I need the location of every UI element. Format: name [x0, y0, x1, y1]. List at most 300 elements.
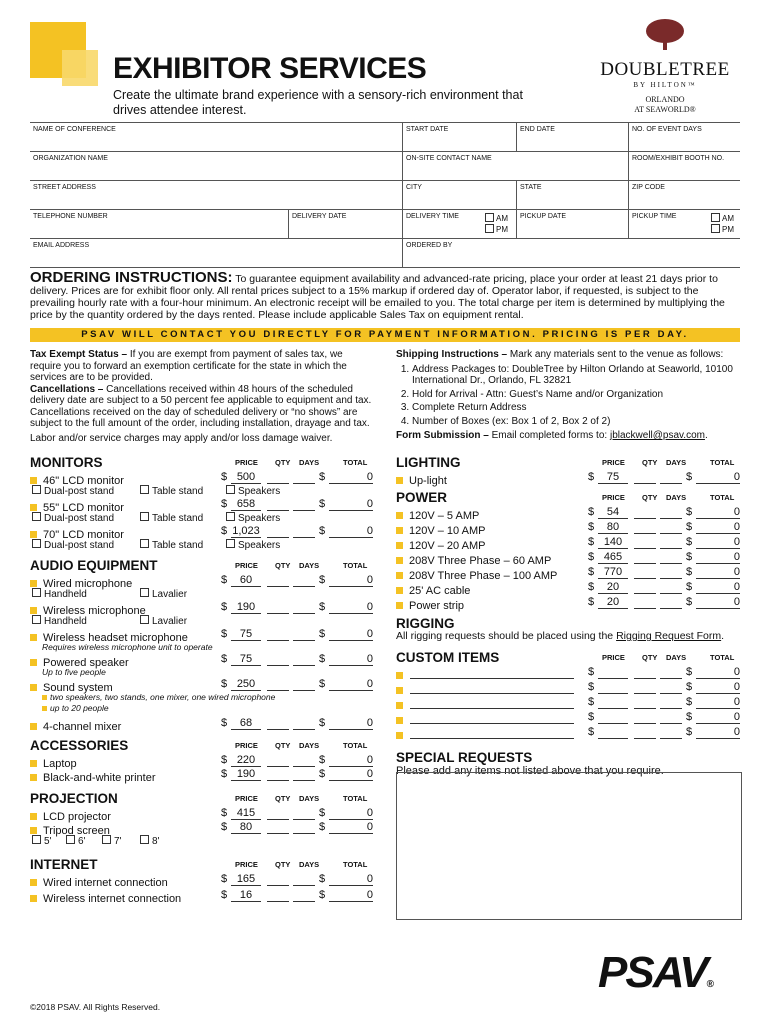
total-value[interactable]: 0	[329, 525, 373, 538]
pickup-am-checkbox[interactable]	[711, 213, 720, 222]
bullet-icon	[396, 557, 403, 564]
total-value[interactable]: 0	[329, 768, 373, 781]
section-header	[30, 856, 375, 873]
bullet-icon	[30, 477, 37, 484]
option-checkbox[interactable]: Table stand	[140, 512, 203, 524]
total-value[interactable]: 0	[696, 551, 740, 564]
payment-banner: PSAV WILL CONTACT YOU DIRECTLY FOR PAYMENT INFORMATION. PRICING IS PER DAY.	[30, 328, 740, 342]
checkbox-icon[interactable]	[226, 485, 235, 494]
total-value[interactable]: 0	[696, 536, 740, 549]
custom-item-row: $ $ 0	[396, 726, 742, 741]
days-input[interactable]	[660, 551, 682, 564]
custom-item-input[interactable]	[410, 711, 574, 724]
item-label: 120V – 20 AMP	[396, 540, 485, 552]
total-value[interactable]: 0	[696, 471, 740, 484]
order-item: Laptop $ 220 $ 0	[30, 754, 375, 768]
option-checkbox[interactable]: Lavalier	[140, 588, 187, 600]
checkbox-icon[interactable]	[102, 835, 111, 844]
price-value	[598, 681, 628, 694]
delivery-date-field[interactable]: DELIVERY DATE	[288, 210, 402, 238]
quantity-input[interactable]	[267, 678, 289, 691]
right-order-sections	[396, 454, 742, 777]
submission-email-link[interactable]: jblackwell@psav.com	[609, 430, 705, 441]
item-label: 55" LCD monitor	[30, 502, 124, 514]
quantity-input[interactable]	[267, 628, 289, 641]
total-value[interactable]: 0	[329, 889, 373, 902]
bullet-icon	[30, 813, 37, 820]
total-value[interactable]: 0	[696, 506, 740, 519]
days-input[interactable]	[660, 566, 682, 579]
price-value	[598, 696, 628, 709]
telephone-field[interactable]: TELEPHONE NUMBER	[33, 213, 108, 220]
order-item: Power strip $ 20 $ 0	[396, 596, 742, 611]
total-value[interactable]: 0	[696, 596, 740, 609]
order-item: 25' AC cable $ 20 $ 0	[396, 581, 742, 596]
quantity-input[interactable]	[267, 574, 289, 587]
email-address-field[interactable]: EMAIL ADDRESS	[33, 242, 90, 249]
column-headers: PRICE QTY DAYS TOTAL	[602, 653, 735, 662]
order-item: 70" LCD monitor $ 1,023 $ 0	[30, 525, 375, 539]
price-value: 1,023	[232, 525, 260, 537]
option-row	[30, 588, 375, 601]
quantity-input[interactable]	[267, 873, 289, 886]
bullet-icon	[396, 587, 403, 594]
pickup-time-field[interactable]: PICKUP TIME AM PM	[628, 210, 740, 238]
quantity-input[interactable]	[634, 471, 656, 484]
option-checkbox[interactable]: 8'	[140, 835, 159, 847]
order-item: 55" LCD monitor $ 658 $ 0	[30, 498, 375, 512]
total-value[interactable]: 0	[696, 521, 740, 534]
quantity-input[interactable]	[634, 566, 656, 579]
price-value: 75	[598, 471, 628, 484]
section-header	[396, 649, 742, 666]
organization-name-field[interactable]: ORGANIZATION NAME	[33, 155, 108, 162]
shipping-step: 3. Complete Return Address	[412, 402, 742, 414]
custom-item-input[interactable]	[410, 726, 574, 739]
section-header	[30, 557, 375, 574]
rigging-form-link[interactable]: Rigging Request Form	[616, 630, 722, 642]
order-item: Wireless headset microphone $ 75 $ 0	[30, 628, 375, 642]
days-input[interactable]	[293, 768, 315, 781]
item-label: LCD projector	[30, 811, 111, 823]
total-value[interactable]: 0	[696, 726, 740, 739]
bullet-icon	[30, 879, 37, 886]
section-header	[396, 489, 742, 506]
quantity-input[interactable]	[634, 596, 656, 609]
quantity-input[interactable]	[634, 696, 656, 709]
onsite-contact-field[interactable]: ON-SITE CONTACT NAME	[402, 152, 628, 180]
item-label: Tripod screen	[30, 825, 110, 837]
days-input[interactable]	[660, 596, 682, 609]
order-item: Wired microphone $ 60 $ 0	[30, 574, 375, 588]
option-row	[30, 539, 375, 552]
custom-item-row: $ $ 0	[396, 711, 742, 726]
option-checkbox[interactable]: 6'	[66, 835, 85, 847]
custom-item-input[interactable]	[410, 666, 574, 679]
bullet-icon	[30, 634, 37, 641]
order-item: Up-light $ 75 $ 0	[396, 471, 742, 489]
item-label: 120V – 10 AMP	[396, 525, 485, 537]
days-input[interactable]	[293, 754, 315, 767]
shipping-step: 4. Number of Boxes (ex: Box 1 of 2, Box 2 of 2)	[412, 416, 742, 428]
total-value[interactable]: 0	[696, 681, 740, 694]
price-value: 60	[231, 574, 261, 587]
quantity-input[interactable]	[267, 601, 289, 614]
item-label: Wireless microphone	[30, 605, 146, 617]
option-checkbox[interactable]: Lavalier	[140, 615, 187, 627]
days-input[interactable]	[293, 873, 315, 886]
checkbox-icon[interactable]	[140, 835, 149, 844]
price-value: 20	[598, 596, 628, 609]
bullet-icon	[30, 774, 37, 781]
item-label: Up-light	[396, 475, 447, 487]
days-input[interactable]	[660, 521, 682, 534]
option-checkbox[interactable]: Table stand	[140, 539, 203, 551]
street-address-field[interactable]: STREET ADDRESS	[33, 184, 96, 191]
price-value: 140	[598, 536, 628, 549]
option-checkbox[interactable]: Dual-post stand	[32, 512, 114, 524]
section-title: RIGGING	[396, 616, 455, 631]
brand-square-decoration-2	[62, 50, 98, 86]
quantity-input[interactable]	[634, 506, 656, 519]
column-headers: PRICE QTY DAYS TOTAL	[235, 794, 368, 803]
quantity-input[interactable]	[267, 717, 289, 730]
copyright: ©2018 PSAV. All Rights Reserved.	[30, 1002, 161, 1012]
section-header	[30, 454, 375, 471]
bullet-icon	[396, 672, 403, 679]
bullet-icon	[30, 607, 37, 614]
column-headers: PRICE QTY DAYS TOTAL	[235, 458, 368, 467]
policies-column: Tax Exempt Status – If you are exempt from payment of sales tax, we require you to forward an exemption certificate for the state in which the services are to be provided. Cancellations – Cancellations received within 48 hours of the scheduled delivery date are subject to a 50 percent fee applicable to equipment and tax. Cancellations received on the day of scheduled delivery or “no shows” are subject to the full amount of the order, including installation, drayage and tax. Labor and/or service charges may apply and/or loss damage waiver.	[30, 349, 372, 444]
price-value: 500	[231, 471, 261, 484]
section-title: INTERNET	[30, 857, 98, 872]
delivery-time-field[interactable]: DELIVERY TIME AM PM	[402, 210, 516, 238]
item-note: Up to five people	[42, 667, 106, 677]
order-item: 120V – 10 AMP $ 80 $ 0	[396, 521, 742, 536]
custom-item-input[interactable]	[410, 681, 574, 694]
checkbox-icon[interactable]	[226, 539, 235, 548]
item-note: Requires wireless microphone unit to operate	[42, 642, 213, 652]
logo-brand: DOUBLETREE	[600, 59, 730, 80]
special-requests-box[interactable]	[396, 772, 742, 920]
item-label: Wireless headset microphone	[30, 632, 188, 644]
total-value[interactable]: 0	[329, 574, 373, 587]
option-checkbox[interactable]: 5'	[32, 835, 51, 847]
left-order-sections	[30, 454, 375, 905]
days-input[interactable]	[293, 601, 315, 614]
option-checkbox[interactable]: Table stand	[140, 485, 203, 497]
checkbox-icon[interactable]	[226, 512, 235, 521]
item-label: 4-channel mixer	[30, 721, 121, 733]
section-title: SPECIAL REQUESTS	[396, 750, 533, 765]
days-input[interactable]	[293, 717, 315, 730]
price-value: 20	[598, 581, 628, 594]
days-input[interactable]	[293, 807, 315, 820]
item-label: 70" LCD monitor	[30, 529, 124, 541]
quantity-input[interactable]	[634, 521, 656, 534]
option-checkbox[interactable]: Speakers	[226, 512, 280, 524]
quantity-input[interactable]	[634, 726, 656, 739]
end-date-field[interactable]: END DATE	[516, 123, 628, 151]
booth-number-field[interactable]: ROOM/EXHIBIT BOOTH NO.	[628, 152, 740, 180]
days-input[interactable]	[293, 471, 315, 484]
days-input[interactable]	[293, 678, 315, 691]
bullet-icon	[396, 542, 403, 549]
bullet-icon	[396, 687, 403, 694]
bullet-icon	[396, 512, 403, 519]
total-value[interactable]: 0	[329, 653, 373, 666]
checkbox-icon[interactable]	[66, 835, 75, 844]
column-headers: PRICE QTY DAYS TOTAL	[235, 860, 368, 869]
total-value[interactable]: 0	[329, 873, 373, 886]
item-label: Sound system	[30, 682, 113, 694]
pickup-pm-checkbox[interactable]	[711, 224, 720, 233]
days-input[interactable]	[293, 498, 315, 511]
bullet-icon	[396, 732, 403, 739]
option-checkbox[interactable]: Handheld	[32, 588, 87, 600]
checkbox-icon[interactable]	[32, 835, 41, 844]
tree-icon	[642, 18, 688, 52]
price-value: 770	[598, 566, 628, 579]
checkbox-icon[interactable]	[140, 588, 149, 597]
item-note: up to 20 people	[30, 703, 375, 714]
quantity-input[interactable]	[634, 581, 656, 594]
option-checkbox[interactable]: 7'	[102, 835, 121, 847]
checkbox-icon[interactable]	[32, 615, 41, 624]
conference-name-field[interactable]: NAME OF CONFERENCE	[33, 126, 116, 133]
checkbox-icon[interactable]	[140, 485, 149, 494]
quantity-input[interactable]	[634, 536, 656, 549]
order-item: 120V – 20 AMP $ 140 $ 0	[396, 536, 742, 551]
item-label: 46" LCD monitor	[30, 475, 124, 487]
price-value: 75	[231, 628, 261, 641]
total-value[interactable]: 0	[696, 666, 740, 679]
item-label: Wireless internet connection	[30, 893, 181, 905]
days-input[interactable]	[660, 506, 682, 519]
option-checkbox[interactable]: Dual-post stand	[32, 539, 114, 551]
item-label: 120V – 5 AMP	[396, 510, 479, 522]
section-title: MONITORS	[30, 455, 103, 470]
item-label: Wired internet connection	[30, 877, 168, 889]
quantity-input[interactable]	[267, 653, 289, 666]
order-item: 208V Three Phase – 60 AMP $ 465 $ 0	[396, 551, 742, 566]
column-headers: PRICE QTY DAYS TOTAL	[602, 493, 735, 502]
zip-code-field[interactable]: ZIP CODE	[628, 181, 740, 209]
bullet-icon	[396, 527, 403, 534]
price-value	[598, 726, 628, 739]
total-value[interactable]: 0	[329, 628, 373, 641]
total-value[interactable]: 0	[329, 498, 373, 511]
quantity-input[interactable]	[634, 551, 656, 564]
item-note: two speakers, two stands, one mixer, one wired microphone	[30, 692, 375, 703]
checkbox-icon[interactable]	[32, 485, 41, 494]
days-input[interactable]	[293, 628, 315, 641]
city-field[interactable]: CITY	[402, 181, 516, 209]
days-input[interactable]	[660, 696, 682, 709]
ordering-heading: ORDERING INSTRUCTIONS:	[30, 269, 233, 286]
option-checkbox[interactable]: Dual-post stand	[32, 485, 114, 497]
logo-location: ORLANDO	[645, 95, 685, 104]
pickup-date-field[interactable]: PICKUP DATE	[516, 210, 628, 238]
bullet-icon	[396, 572, 403, 579]
total-value[interactable]: 0	[329, 678, 373, 691]
doubletree-logo	[595, 18, 735, 115]
custom-item-row: $ $ 0	[396, 681, 742, 696]
checkbox-icon[interactable]	[32, 539, 41, 548]
bullet-icon	[396, 477, 403, 484]
state-field[interactable]: STATE	[516, 181, 628, 209]
custom-item-input[interactable]	[410, 696, 574, 709]
quantity-input[interactable]	[267, 754, 289, 767]
section-title: CUSTOM ITEMS	[396, 650, 500, 665]
days-input[interactable]	[293, 574, 315, 587]
price-value: 75	[231, 653, 261, 666]
price-value: 250	[231, 678, 261, 691]
days-input[interactable]	[293, 653, 315, 666]
custom-item-row: $ $ 0	[396, 696, 742, 711]
section-title: LIGHTING	[396, 455, 461, 470]
total-value[interactable]: 0	[329, 807, 373, 820]
option-checkbox[interactable]: Handheld	[32, 615, 87, 627]
price-value: 80	[231, 821, 261, 834]
item-label: Laptop	[30, 758, 77, 770]
bullet-icon	[30, 684, 37, 691]
column-headers: PRICE QTY DAYS TOTAL	[235, 741, 368, 750]
section-title: POWER	[396, 490, 448, 505]
custom-item-row: $ $ 0	[396, 666, 742, 681]
option-checkbox[interactable]: Speakers	[226, 485, 280, 497]
quantity-input[interactable]	[267, 821, 289, 834]
rigging-text: All rigging requests should be placed using the Rigging Request Form.	[396, 630, 725, 642]
total-value[interactable]: 0	[696, 581, 740, 594]
page-subtitle: Create the ultimate brand experience with a sensory-rich environment that drives attendee interest.	[113, 88, 523, 117]
price-value: 16	[231, 889, 261, 902]
order-item: LCD projector $ 415 $ 0	[30, 807, 375, 821]
checkbox-icon[interactable]	[32, 512, 41, 521]
days-input[interactable]	[660, 471, 682, 484]
item-label: Wired microphone	[30, 578, 132, 590]
price-value	[598, 666, 628, 679]
days-input[interactable]	[660, 711, 682, 724]
bullet-icon	[30, 760, 37, 767]
days-input[interactable]	[660, 681, 682, 694]
bullet-icon	[396, 602, 403, 609]
column-headers: PRICE QTY DAYS TOTAL	[235, 561, 368, 570]
price-value	[598, 711, 628, 724]
ordering-instructions	[30, 269, 742, 321]
psav-logo: PSAV®	[598, 948, 712, 997]
event-days-field[interactable]: NO. OF EVENT DAYS	[628, 123, 740, 151]
item-label: Powered speaker	[30, 657, 129, 669]
item-label: Black-and-white printer	[30, 772, 156, 784]
quantity-input[interactable]	[634, 711, 656, 724]
bullet-icon	[30, 895, 37, 902]
checkbox-icon[interactable]	[140, 512, 149, 521]
shipping-step: 1. Address Packages to: DoubleTree by Hilton Orlando at Seaworld, 10100 International Dr., Orlando, FL 32821	[412, 364, 742, 387]
bullet-icon	[30, 531, 37, 538]
bullet-icon	[30, 659, 37, 666]
total-value[interactable]: 0	[329, 754, 373, 767]
special-requests-text: Please add any items not listed above that you require.	[396, 765, 664, 777]
ordered-by-field[interactable]: ORDERED BY	[402, 239, 740, 267]
total-value[interactable]: 0	[696, 566, 740, 579]
quantity-input[interactable]	[267, 471, 289, 484]
price-value: 68	[231, 717, 261, 730]
days-input[interactable]	[660, 666, 682, 679]
option-row	[30, 512, 375, 525]
delivery-pm-checkbox[interactable]	[485, 224, 494, 233]
price-value: 220	[231, 754, 261, 767]
bullet-icon	[42, 706, 47, 711]
ordering-text: To guarantee equipment availability and advanced-rate pricing, place your order at least 21 days prior to delivery. Prices are for exhibit floor only. All rental prices subject to a 15% markup if ordered day of. Operator labor, if requested, is subject to the prevailing hourly rate with a four-hour minimum. An electronic receipt will be emailed to you. The total charge per item is determined by multiplying the price by the quantity ordered by the days rented. Please include applicable Sales Tax on equipment rental.	[30, 273, 725, 321]
quantity-input[interactable]	[634, 666, 656, 679]
event-info-grid	[30, 122, 740, 268]
section-header	[30, 790, 375, 807]
quantity-input[interactable]	[267, 498, 289, 511]
days-input[interactable]	[660, 581, 682, 594]
total-value[interactable]: 0	[329, 821, 373, 834]
total-value[interactable]: 0	[329, 601, 373, 614]
order-item: Wired internet connection $ 165 $ 0	[30, 873, 375, 889]
checkbox-icon[interactable]	[140, 539, 149, 548]
price-value: 80	[598, 521, 628, 534]
quantity-input[interactable]	[634, 681, 656, 694]
section-header	[396, 454, 742, 471]
quantity-input[interactable]	[267, 525, 289, 538]
order-item: Sound system $ 250 $ 0	[30, 678, 375, 692]
total-value[interactable]: 0	[329, 471, 373, 484]
days-input[interactable]	[660, 536, 682, 549]
quantity-input[interactable]	[267, 768, 289, 781]
order-item: Black-and-white printer $ 190 $ 0	[30, 768, 375, 786]
quantity-input[interactable]	[267, 889, 289, 902]
total-value[interactable]: 0	[329, 717, 373, 730]
checkbox-icon[interactable]	[140, 615, 149, 624]
price-value: 54	[598, 506, 628, 519]
item-label: 25' AC cable	[396, 585, 470, 597]
option-row	[30, 835, 375, 848]
item-label: 208V Three Phase – 100 AMP	[396, 570, 557, 582]
shipping-instructions: Shipping Instructions – Mark any materials sent to the venue as follows: 1. Address Packages to: DoubleTree by Hilton Orlando at Seaworld, 10100 International Dr., Orlando, FL 32821 2. Hold for Arrival - Attn: Guest’s Name and/or Organization 3. Complete Return Address 4. Number of Boxes (ex: Box 1 of 2, Box 2 of 2) Form Submission – Email completed forms to: jblackwell@psav.com.	[396, 349, 742, 442]
bullet-icon	[396, 717, 403, 724]
order-item: 120V – 5 AMP $ 54 $ 0	[396, 506, 742, 521]
option-row	[30, 615, 375, 628]
order-item: 208V Three Phase – 100 AMP $ 770 $ 0	[396, 566, 742, 581]
price-value: 190	[231, 768, 261, 781]
section-title: ACCESSORIES	[30, 738, 129, 753]
total-value[interactable]: 0	[696, 696, 740, 709]
order-item: 46" LCD monitor $ 500 $ 0	[30, 471, 375, 485]
total-value[interactable]: 0	[696, 711, 740, 724]
bullet-icon	[42, 695, 47, 700]
item-label: Power strip	[396, 600, 464, 612]
price-value: 190	[231, 601, 261, 614]
start-date-field[interactable]: START DATE	[402, 123, 516, 151]
bullet-icon	[30, 580, 37, 587]
delivery-am-checkbox[interactable]	[485, 213, 494, 222]
option-checkbox[interactable]: Speakers	[226, 539, 280, 551]
days-input[interactable]	[293, 525, 315, 538]
logo-location-2: AT SEAWORLD®	[634, 105, 696, 114]
price-value: 465	[598, 551, 628, 564]
quantity-input[interactable]	[267, 807, 289, 820]
column-headers: PRICE QTY DAYS TOTAL	[602, 458, 735, 467]
days-input[interactable]	[293, 821, 315, 834]
days-input[interactable]	[293, 889, 315, 902]
checkbox-icon[interactable]	[32, 588, 41, 597]
section-title: PROJECTION	[30, 791, 118, 806]
days-input[interactable]	[660, 726, 682, 739]
